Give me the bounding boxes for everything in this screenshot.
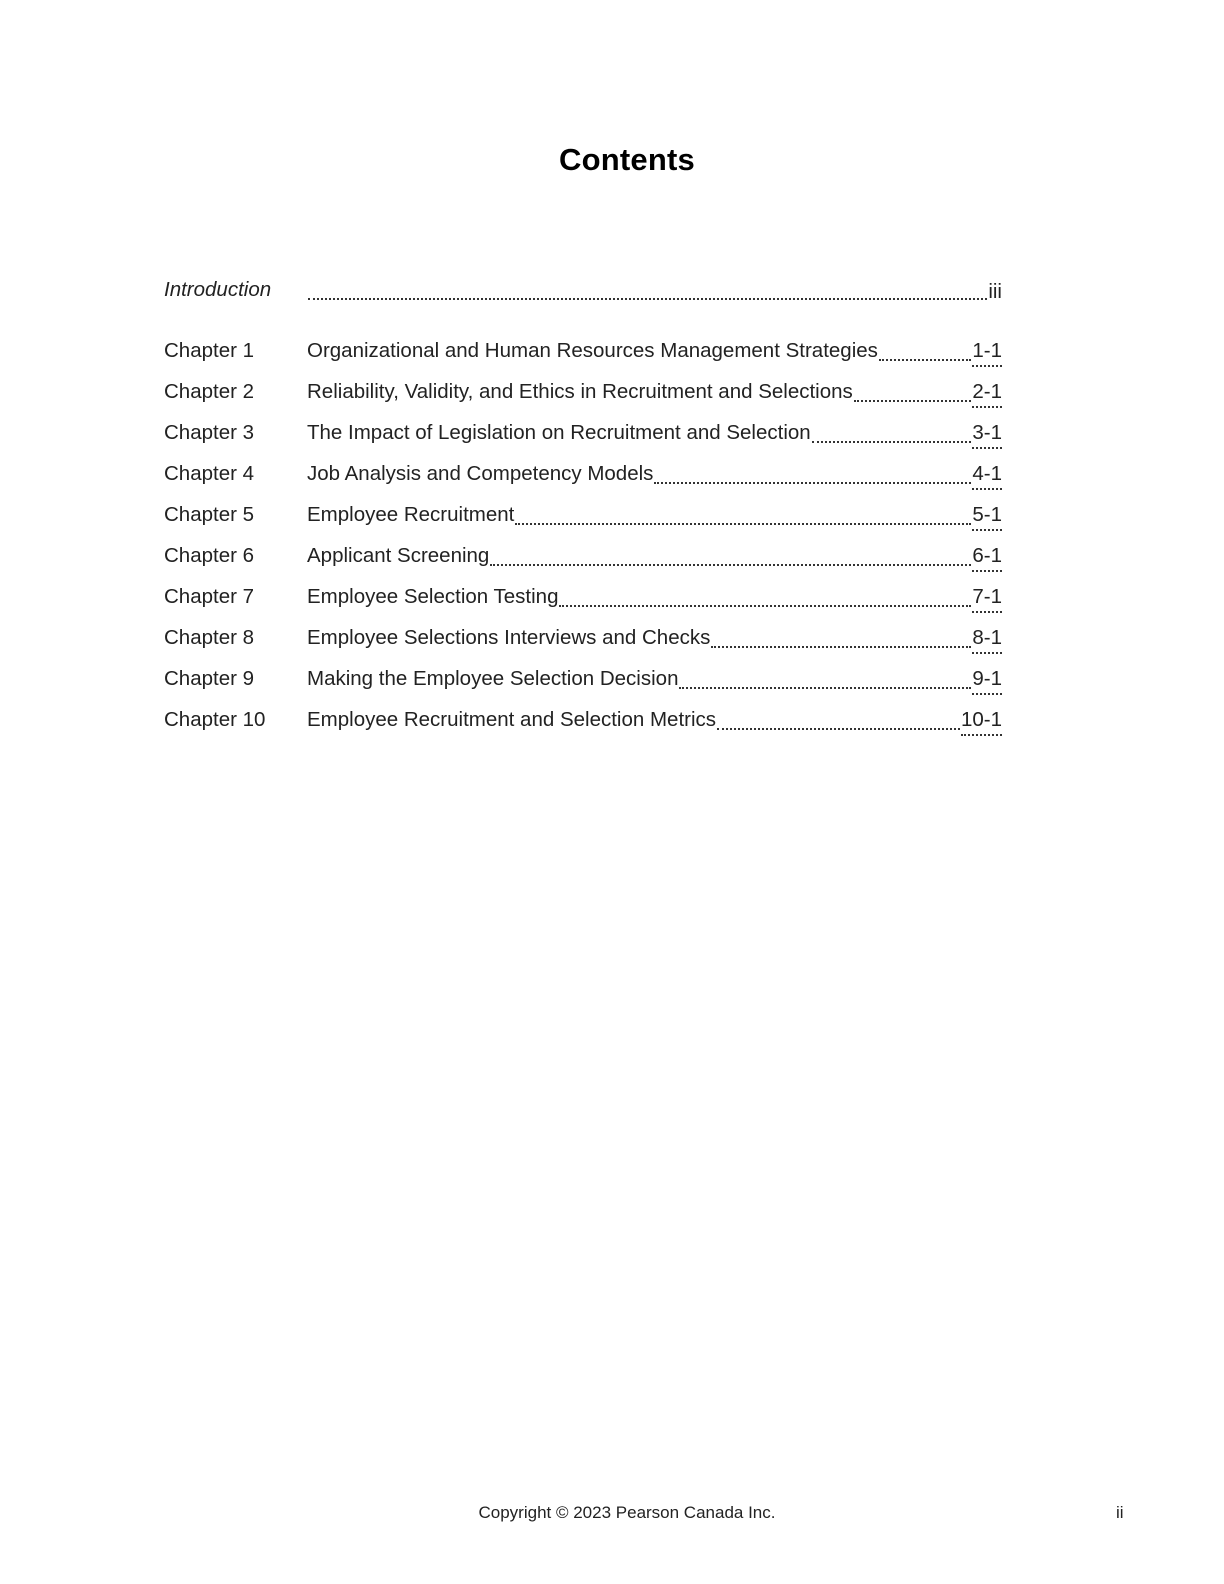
- toc-chapter-title: Employee Selection Testing: [307, 585, 559, 608]
- toc-chapter-page: 9-1: [972, 669, 1002, 696]
- toc-row-chapter-1[interactable]: [164, 328, 1002, 369]
- toc-chapter-label: Chapter 8: [164, 626, 255, 649]
- toc-dot-leader: [711, 645, 971, 648]
- toc-row-chapter-2[interactable]: [164, 369, 1002, 410]
- toc-chapter-label: Chapter 10: [164, 708, 266, 731]
- toc-chapter-entry: [307, 585, 1002, 615]
- toc-chapter-label: Chapter 4: [164, 462, 255, 485]
- toc-chapter-list: [164, 328, 1002, 738]
- toc-chapter-title: Employee Recruitment and Selection Metrics: [307, 708, 717, 731]
- toc-chapter-entry: [307, 708, 1002, 738]
- footer-copyright: Copyright © 2023 Pearson Canada Inc.: [478, 1503, 776, 1522]
- toc-dot-leader: [854, 399, 972, 402]
- toc-chapter-entry: [307, 503, 1002, 533]
- toc-chapter-title: Making the Employee Selection Decision: [307, 667, 679, 690]
- toc-dot-leader: [308, 297, 987, 300]
- toc-row-chapter-3[interactable]: [164, 410, 1002, 451]
- toc-chapter-label: Chapter 2: [164, 380, 255, 403]
- toc-chapter-page: 5-1: [972, 505, 1002, 532]
- toc-chapter-title: The Impact of Legislation on Recruitment and Selection: [307, 421, 811, 444]
- toc-chapter-title: Employee Selections Interviews and Checks: [307, 626, 711, 649]
- toc-row-chapter-8[interactable]: [164, 615, 1002, 656]
- toc-chapter-title: Reliability, Validity, and Ethics in Recruitment and Selections: [307, 380, 853, 403]
- toc-dot-leader: [559, 604, 971, 607]
- toc-chapter-page: 6-1: [972, 546, 1002, 573]
- toc-chapter-entry: [307, 462, 1002, 492]
- toc-chapter-label: Chapter 6: [164, 544, 255, 567]
- toc-row-chapter-9[interactable]: [164, 656, 1002, 697]
- toc-chapter-page: 7-1: [972, 587, 1002, 614]
- toc-intro-entry: [307, 279, 1002, 309]
- toc-chapter-title: Employee Recruitment: [307, 503, 515, 526]
- toc-chapter-label: Chapter 7: [164, 585, 255, 608]
- toc-dot-leader: [717, 727, 960, 730]
- toc-chapter-label: Chapter 9: [164, 667, 255, 690]
- toc-chapter-page: 4-1: [972, 464, 1002, 491]
- page-title: Contents: [559, 142, 695, 177]
- toc-chapter-page: 2-1: [972, 382, 1002, 409]
- toc-row-chapter-10[interactable]: [164, 697, 1002, 738]
- toc-chapter-page: 10-1: [961, 710, 1002, 737]
- toc-dot-leader: [679, 686, 971, 689]
- toc-row-chapter-6[interactable]: [164, 533, 1002, 574]
- toc-dot-leader: [515, 522, 971, 525]
- toc-chapter-title: Job Analysis and Competency Models: [307, 462, 654, 485]
- toc-row-chapter-4[interactable]: [164, 451, 1002, 492]
- toc-dot-leader: [490, 563, 971, 566]
- toc-chapter-title: Organizational and Human Resources Management Strategies: [307, 339, 878, 362]
- toc-chapter-entry: [307, 626, 1002, 656]
- table-of-contents: [164, 270, 1002, 738]
- toc-dot-leader: [812, 440, 972, 443]
- toc-intro-page: iii: [988, 279, 1002, 303]
- toc-chapter-label: Chapter 5: [164, 503, 255, 526]
- toc-chapter-entry: [307, 544, 1002, 574]
- toc-chapter-entry: [307, 667, 1002, 697]
- toc-dot-leader: [879, 358, 971, 361]
- toc-chapter-entry: [307, 421, 1002, 451]
- footer-page-number: ii: [1116, 1503, 1124, 1522]
- toc-row-introduction[interactable]: [164, 270, 1002, 308]
- toc-chapter-title: Applicant Screening: [307, 544, 490, 567]
- toc-chapter-page: 1-1: [972, 341, 1002, 368]
- toc-chapter-page: 8-1: [972, 628, 1002, 655]
- toc-row-chapter-7[interactable]: [164, 574, 1002, 615]
- toc-chapter-entry: [307, 339, 1002, 369]
- toc-chapter-page: 3-1: [972, 423, 1002, 450]
- toc-row-chapter-5[interactable]: [164, 492, 1002, 533]
- toc-chapter-entry: [307, 380, 1002, 410]
- toc-dot-leader: [654, 481, 971, 484]
- toc-chapter-label: Chapter 3: [164, 421, 255, 444]
- toc-intro-label: Introduction: [164, 278, 272, 301]
- toc-chapter-label: Chapter 1: [164, 339, 255, 362]
